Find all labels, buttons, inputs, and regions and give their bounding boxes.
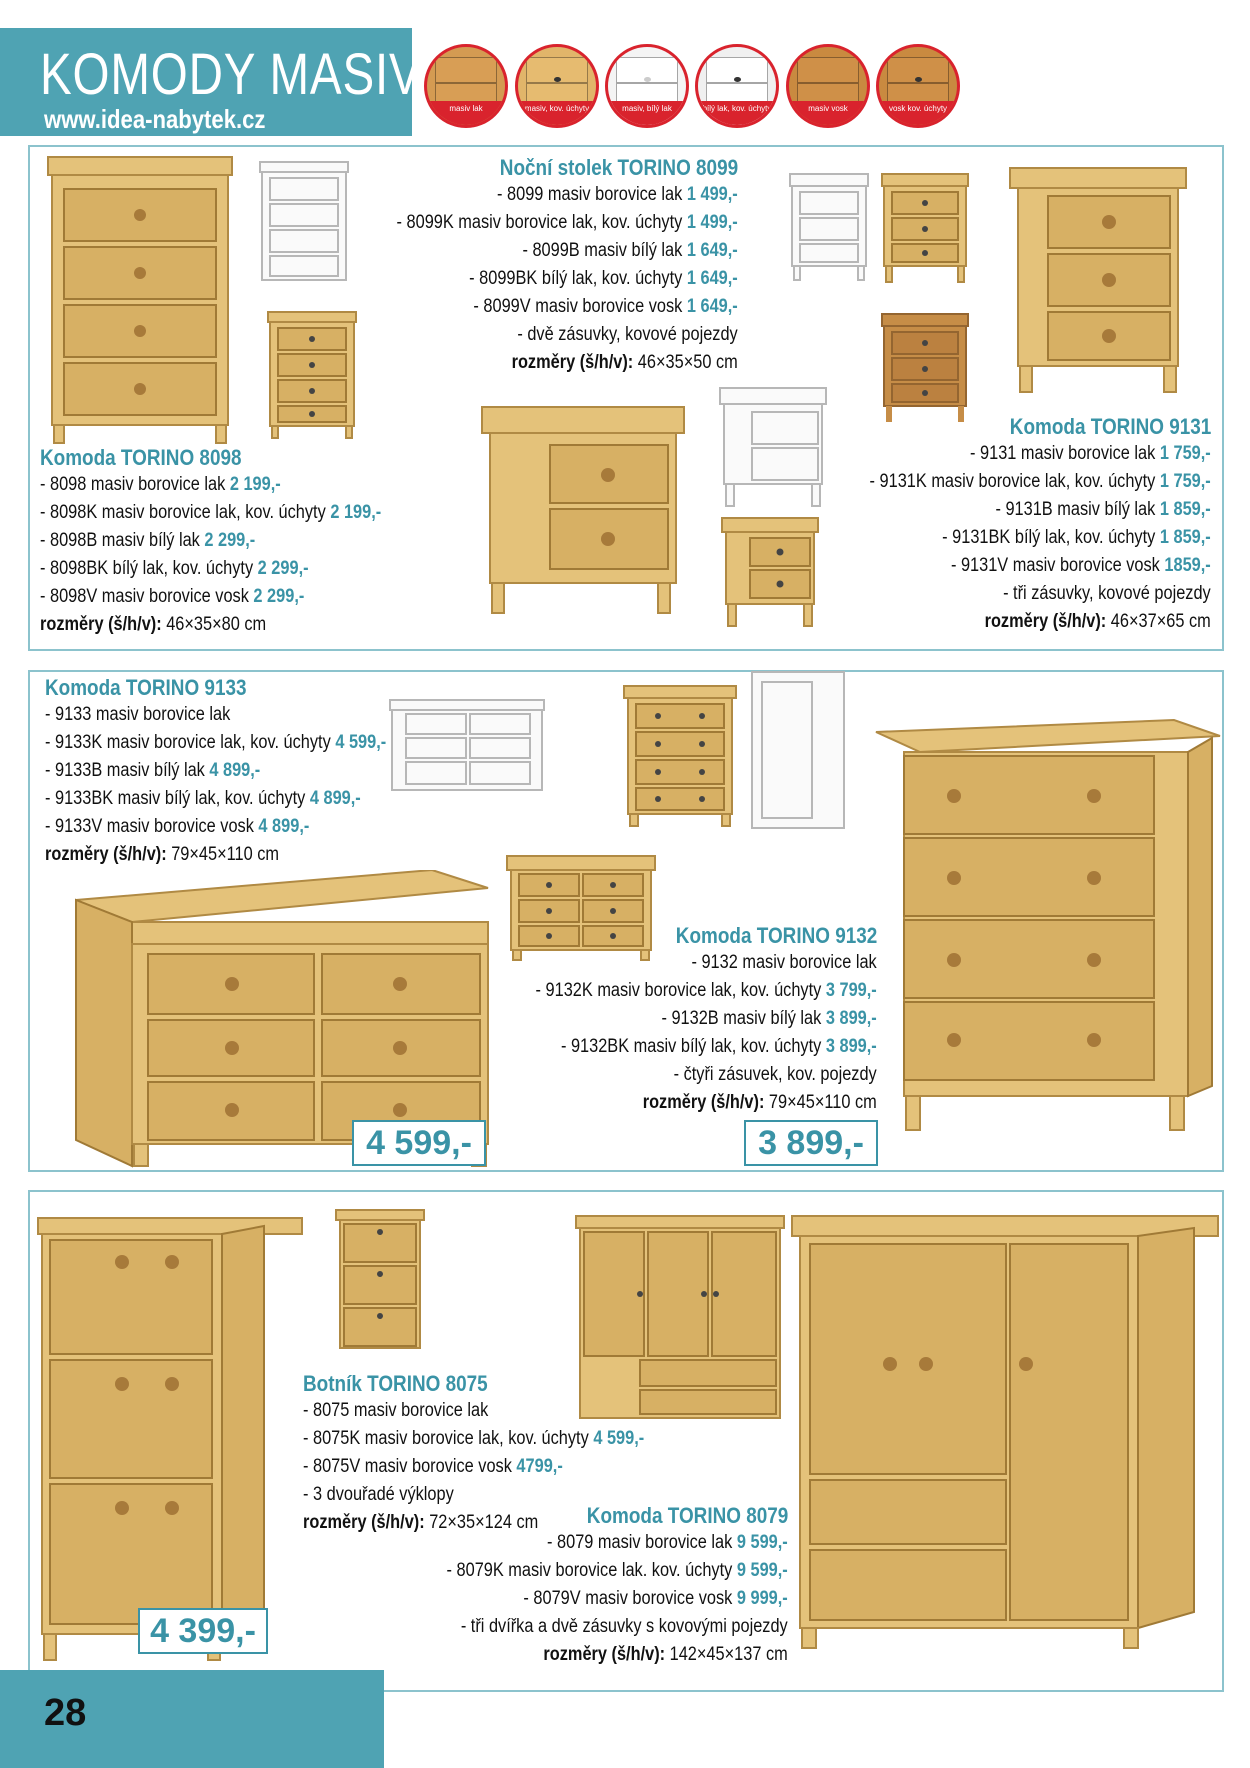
product-image-9132-white <box>750 670 846 830</box>
product-specs-9133: - 9133 masiv borovice lak - 9133K masiv borovice lak, kov. úchyty 4 599,- - 9133B masiv bílý lak 4 899,- - 9133BK masiv bílý lak, kov. úchyty 4 899,- - 9133V masiv borovice vosk 4 899,- rozměry (š/h/v): 79×45×110 cm <box>45 704 387 865</box>
finish-swatch <box>515 44 599 128</box>
product-image-8079-small <box>574 1214 786 1428</box>
finish-swatch <box>424 44 508 128</box>
product-image-8098-dark-knobs <box>266 310 358 440</box>
product-title-8079: Komoda TORINO 8079 <box>586 1503 788 1528</box>
product-image-9133-small <box>505 854 657 962</box>
product-specs-8075: - 8075 masiv borovice lak - 8075K masiv borovice lak, kov. úchyty 4 599,- - 8075V masiv borovice vosk 4799,- - 3 dvouřadé výklopy rozměry (š/h/v): 72×35×124 cm <box>303 1400 645 1533</box>
product-title-8098: Komoda TORINO 8098 <box>40 445 242 470</box>
product-image-8079 <box>790 1214 1220 1650</box>
finish-label: bílý lak, kov. úchyty <box>698 101 776 125</box>
product-title-9132: Komoda TORINO 9132 <box>675 923 877 948</box>
product-image-9132-small <box>622 684 738 828</box>
finish-label: masiv lak <box>427 101 505 125</box>
product-specs-8079: - 8079 masiv borovice lak 9 599,- - 8079K masiv borovice lak. kov. úchyty 9 599,- - 8079V masiv borovice vosk 9 999,- - tři dvířka a dvě zásuvky s kovovými pojezdy rozměry (š/h/v): 142×45×137 cm <box>446 1532 788 1665</box>
finish-swatch <box>695 44 779 128</box>
price-box-9133: 4 599,- <box>352 1120 486 1166</box>
product-title-9133: Komoda TORINO 9133 <box>45 675 247 700</box>
finish-swatch <box>605 44 689 128</box>
product-image-8099 <box>480 405 686 615</box>
website-link[interactable]: www.idea-nabytek.cz <box>44 104 266 134</box>
finish-label: masiv vosk <box>789 101 867 125</box>
finish-label: masiv, bílý lak <box>608 101 686 125</box>
finish-label: masiv, kov. úchyty <box>518 101 596 125</box>
product-title-8075: Botník TORINO 8075 <box>303 1371 488 1396</box>
product-image-9131-knobs <box>880 172 970 284</box>
product-specs-8099: - 8099 masiv borovice lak 1 499,- - 8099K masiv borovice lak, kov. úchyty 1 499,- - 8099B masiv bílý lak 1 649,- - 8099BK bílý lak, kov. úchyty 1 649,- - 8099V masiv borovice vosk 1 649,- - dvě zásuvky, kovové pojezdy rozměry (š/h/v): 46×35×50 cm <box>396 184 738 373</box>
product-image-8099-knobs <box>720 516 820 628</box>
product-image-8075-small <box>334 1208 426 1356</box>
product-specs-9132: - 9132 masiv borovice lak - 9132K masiv borovice lak, kov. úchyty 3 799,- - 9132B masiv bílý lak 3 899,- - 9132BK masiv bílý lak, kov. úchyty 3 899,- - čtyři zásuvek, kov. pojezdy rozměry (š/h/v): 79×45×110 cm <box>535 952 877 1113</box>
product-image-9133-white <box>388 698 546 796</box>
page-title: KOMODY MASIV <box>40 42 422 107</box>
finish-label: vosk kov. úchyty <box>879 101 957 125</box>
product-image-8098 <box>40 155 240 445</box>
product-image-8099-white <box>718 386 828 508</box>
product-image-8075 <box>36 1216 306 1662</box>
price-box-8075: 4 399,- <box>138 1608 268 1654</box>
product-specs-9131: - 9131 masiv borovice lak 1 759,- - 9131K masiv borovice lak, kov. úchyty 1 759,- - 9131B masiv bílý lak 1 859,- - 9131BK bílý lak, kov. úchyty 1 859,- - 9131V masiv borovice vosk 1859,- - tři zásuvky, kovové pojezdy rozměry (š/h/v): 46×37×65 cm <box>869 443 1211 632</box>
product-image-9131-dark <box>880 312 970 424</box>
product-title-9131: Komoda TORINO 9131 <box>1009 414 1211 439</box>
product-title-8099: Noční stolek TORINO 8099 <box>499 155 738 180</box>
price-box-9132: 3 899,- <box>744 1120 878 1166</box>
product-image-9132 <box>874 718 1224 1136</box>
finish-swatch <box>876 44 960 128</box>
product-image-9131-white <box>788 172 870 282</box>
product-image-9131 <box>1008 166 1188 396</box>
page-number: 28 <box>44 1692 87 1734</box>
finish-swatch <box>786 44 870 128</box>
product-image-8098-white <box>258 160 350 290</box>
product-specs-8098: - 8098 masiv borovice lak 2 199,- - 8098K masiv borovice lak, kov. úchyty 2 199,- - 8098B masiv bílý lak 2 299,- - 8098BK bílý lak, kov. úchyty 2 299,- - 8098V masiv borovice vosk 2 299,- rozměry (š/h/v): 46×35×80 cm <box>40 474 382 635</box>
